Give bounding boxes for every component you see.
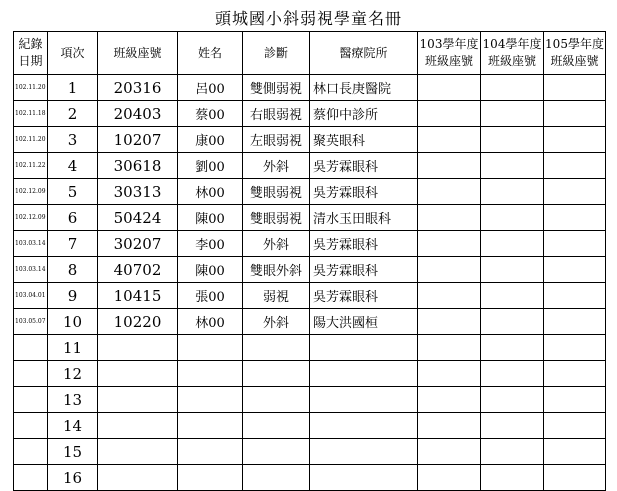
diagnosis-cell: [243, 387, 310, 413]
diagnosis-cell: 左眼弱視: [243, 127, 310, 153]
header-year-105: [544, 32, 606, 75]
table-row: [14, 335, 606, 361]
class-seat-cell: [98, 335, 178, 361]
header-year-104: [481, 32, 544, 75]
table-row: [14, 75, 606, 101]
year-104-cell: [481, 413, 544, 439]
diagnosis-cell: 外斜: [243, 309, 310, 335]
class-seat-cell: [98, 387, 178, 413]
item-no-cell: 13: [48, 387, 98, 413]
hospital-cell: [310, 361, 418, 387]
diagnosis-cell: 雙眼外斜: [243, 257, 310, 283]
item-no-cell: 14: [48, 413, 98, 439]
header-year-104-line2: 班級座號: [487, 54, 536, 68]
item-no-cell: 10: [48, 309, 98, 335]
class-seat-cell: 50424: [98, 205, 178, 231]
item-no-cell: 12: [48, 361, 98, 387]
year-105-cell: [544, 465, 606, 491]
year-105-cell: [544, 127, 606, 153]
diagnosis-cell: 右眼弱視: [243, 101, 310, 127]
item-no-cell: 2: [48, 101, 98, 127]
table-row: [14, 439, 606, 465]
header-year-103: [418, 32, 481, 75]
class-seat-cell: [98, 361, 178, 387]
year-104-cell: [481, 257, 544, 283]
hospital-cell: [310, 439, 418, 465]
class-seat-cell: [98, 465, 178, 491]
table-row: [14, 465, 606, 491]
record-date-cell: 102.11.20: [14, 75, 48, 101]
table-row: [14, 153, 606, 179]
student-name-cell: 林00: [178, 179, 243, 205]
hospital-cell: 吳芳霖眼科: [310, 283, 418, 309]
student-name-cell: 林00: [178, 309, 243, 335]
year-105-cell: [544, 439, 606, 465]
student-name-cell: [178, 465, 243, 491]
record-date-cell: 103.05.07: [14, 309, 48, 335]
table-row: [14, 283, 606, 309]
record-date-cell: [14, 335, 48, 361]
table-row: [14, 361, 606, 387]
year-105-cell: [544, 231, 606, 257]
hospital-cell: 吳芳霖眼科: [310, 153, 418, 179]
class-seat-cell: 20403: [98, 101, 178, 127]
record-date-cell: 103.04.01: [14, 283, 48, 309]
hospital-cell: 清水玉田眼科: [310, 205, 418, 231]
class-seat-cell: 30313: [98, 179, 178, 205]
item-no-cell: 8: [48, 257, 98, 283]
header-class-seat: 班級座號: [98, 32, 178, 75]
year-104-cell: [481, 361, 544, 387]
year-103-cell: [418, 439, 481, 465]
year-103-cell: [418, 205, 481, 231]
record-date-cell: [14, 465, 48, 491]
year-103-cell: [418, 179, 481, 205]
header-year-103-line2: 班級座號: [424, 54, 473, 68]
header-diagnosis: 診斷: [243, 32, 310, 75]
student-name-cell: 李00: [178, 231, 243, 257]
hospital-cell: 吳芳霖眼科: [310, 257, 418, 283]
item-no-cell: 15: [48, 439, 98, 465]
year-105-cell: [544, 335, 606, 361]
class-seat-cell: 30618: [98, 153, 178, 179]
year-103-cell: [418, 465, 481, 491]
table-row: [14, 309, 606, 335]
year-105-cell: [544, 179, 606, 205]
year-103-cell: [418, 231, 481, 257]
year-103-cell: [418, 153, 481, 179]
document-title: 頭城國小斜弱視學童名冊: [214, 9, 402, 28]
diagnosis-cell: [243, 465, 310, 491]
year-104-cell: [481, 387, 544, 413]
diagnosis-cell: 弱視: [243, 283, 310, 309]
record-date-cell: [14, 439, 48, 465]
hospital-cell: [310, 413, 418, 439]
class-seat-cell: 10415: [98, 283, 178, 309]
year-103-cell: [418, 127, 481, 153]
item-no-cell: 3: [48, 127, 98, 153]
hospital-cell: [310, 387, 418, 413]
year-103-cell: [418, 309, 481, 335]
year-104-cell: [481, 309, 544, 335]
hospital-cell: 吳芳霖眼科: [310, 231, 418, 257]
year-105-cell: [544, 387, 606, 413]
student-name-cell: 陳00: [178, 205, 243, 231]
class-seat-cell: [98, 439, 178, 465]
student-name-cell: [178, 439, 243, 465]
student-name-cell: [178, 335, 243, 361]
year-104-cell: [481, 153, 544, 179]
year-104-cell: [481, 75, 544, 101]
year-103-cell: [418, 413, 481, 439]
table-row: [14, 387, 606, 413]
student-name-cell: 康00: [178, 127, 243, 153]
hospital-cell: 聚英眼科: [310, 127, 418, 153]
student-name-cell: [178, 413, 243, 439]
diagnosis-cell: [243, 361, 310, 387]
record-date-cell: 103.03.14: [14, 257, 48, 283]
year-103-cell: [418, 361, 481, 387]
hospital-cell: [310, 465, 418, 491]
table-row: [14, 101, 606, 127]
item-no-cell: 9: [48, 283, 98, 309]
table-row: [14, 257, 606, 283]
student-name-cell: 張00: [178, 283, 243, 309]
year-103-cell: [418, 75, 481, 101]
year-105-cell: [544, 309, 606, 335]
item-no-cell: 7: [48, 231, 98, 257]
header-year-104-line1: 104學年度: [482, 37, 542, 51]
header-year-105-line1: 105學年度: [545, 37, 604, 51]
item-no-cell: 1: [48, 75, 98, 101]
year-105-cell: [544, 153, 606, 179]
year-105-cell: [544, 205, 606, 231]
record-date-cell: 102.11.18: [14, 101, 48, 127]
year-105-cell: [544, 101, 606, 127]
year-104-cell: [481, 465, 544, 491]
class-seat-cell: 40702: [98, 257, 178, 283]
table-row: [14, 231, 606, 257]
table-row: [14, 205, 606, 231]
year-105-cell: [544, 75, 606, 101]
header-item-no: 項次: [48, 32, 98, 75]
header-record-date-line2: 日期: [18, 54, 43, 68]
header-row: [14, 32, 606, 75]
record-date-cell: 102.11.20: [14, 127, 48, 153]
year-104-cell: [481, 439, 544, 465]
year-103-cell: [418, 283, 481, 309]
header-record-date-line1: 紀錄: [18, 37, 43, 51]
header-year-105-line2: 班級座號: [550, 54, 599, 68]
student-name-cell: 呂00: [178, 75, 243, 101]
year-104-cell: [481, 101, 544, 127]
header-name: 姓名: [178, 32, 243, 75]
class-seat-cell: 20316: [98, 75, 178, 101]
record-date-cell: 102.12.09: [14, 179, 48, 205]
record-date-cell: [14, 361, 48, 387]
record-date-cell: 102.11.22: [14, 153, 48, 179]
year-105-cell: [544, 283, 606, 309]
year-104-cell: [481, 127, 544, 153]
record-date-cell: 102.12.09: [14, 205, 48, 231]
table-row: [14, 179, 606, 205]
year-104-cell: [481, 335, 544, 361]
year-103-cell: [418, 335, 481, 361]
diagnosis-cell: 雙眼弱視: [243, 179, 310, 205]
diagnosis-cell: 外斜: [243, 153, 310, 179]
item-no-cell: 6: [48, 205, 98, 231]
hospital-cell: 蔡仰中診所: [310, 101, 418, 127]
class-seat-cell: [98, 413, 178, 439]
year-103-cell: [418, 387, 481, 413]
item-no-cell: 5: [48, 179, 98, 205]
class-seat-cell: 10220: [98, 309, 178, 335]
diagnosis-cell: 雙側弱視: [243, 75, 310, 101]
student-roster-table: [13, 31, 606, 491]
table-row: [14, 413, 606, 439]
year-104-cell: [481, 205, 544, 231]
year-105-cell: [544, 361, 606, 387]
record-date-cell: [14, 387, 48, 413]
student-name-cell: [178, 361, 243, 387]
student-name-cell: 劉00: [178, 153, 243, 179]
year-103-cell: [418, 257, 481, 283]
hospital-cell: 吳芳霖眼科: [310, 179, 418, 205]
diagnosis-cell: [243, 439, 310, 465]
diagnosis-cell: [243, 413, 310, 439]
student-name-cell: 陳00: [178, 257, 243, 283]
hospital-cell: [310, 335, 418, 361]
year-104-cell: [481, 179, 544, 205]
item-no-cell: 16: [48, 465, 98, 491]
header-year-103-line1: 103學年度: [419, 37, 479, 51]
table-row: [14, 127, 606, 153]
class-seat-cell: 30207: [98, 231, 178, 257]
year-103-cell: [418, 101, 481, 127]
hospital-cell: 林口長庚醫院: [310, 75, 418, 101]
diagnosis-cell: 雙眼弱視: [243, 205, 310, 231]
year-104-cell: [481, 283, 544, 309]
student-name-cell: [178, 387, 243, 413]
diagnosis-cell: 外斜: [243, 231, 310, 257]
class-seat-cell: 10207: [98, 127, 178, 153]
header-hospital: 醫療院所: [310, 32, 418, 75]
item-no-cell: 11: [48, 335, 98, 361]
student-name-cell: 蔡00: [178, 101, 243, 127]
item-no-cell: 4: [48, 153, 98, 179]
year-105-cell: [544, 413, 606, 439]
diagnosis-cell: [243, 335, 310, 361]
header-record-date: [14, 32, 48, 75]
hospital-cell: 陽大洪國桓: [310, 309, 418, 335]
year-104-cell: [481, 231, 544, 257]
record-date-cell: [14, 413, 48, 439]
record-date-cell: 103.03.14: [14, 231, 48, 257]
year-105-cell: [544, 257, 606, 283]
